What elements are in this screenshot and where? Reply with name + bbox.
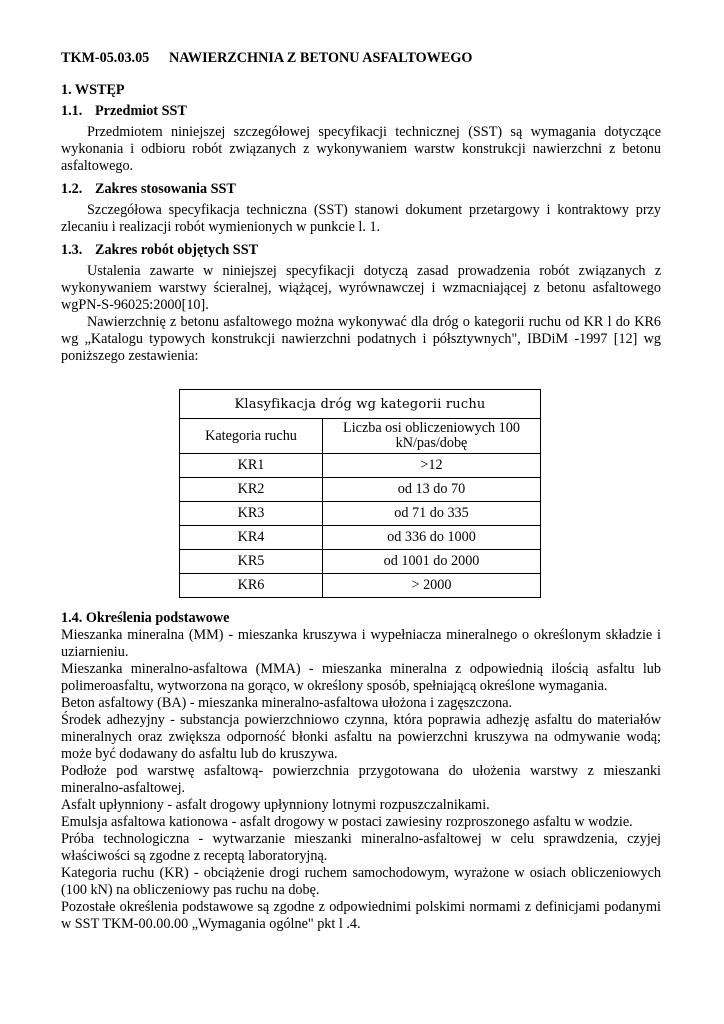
definition-item: Emulsja asfaltowa kationowa - asfalt drogowy w postaci zawiesiny rozproszonego asfaltu w wodzie. bbox=[61, 814, 633, 830]
table-cell-axles: > 2000 bbox=[323, 574, 541, 598]
document-page bbox=[61, 50, 661, 933]
heading-1-3-title: Zakres robót objętych SST bbox=[95, 242, 259, 258]
table-cell-category: KR6 bbox=[180, 574, 323, 598]
definition-item: Mieszanka mineralno-asfaltowa (MMA) - mieszanka mineralna z odpowiednią ilością asfaltu lub polimeroasfaltu, wytworzona na gorąco, w określony sposób, spełniającą określone wymagania. bbox=[61, 661, 661, 694]
definition-item: Środek adhezyjny - substancja powierzchniowo czynna, która poprawia adhezję asfaltu do materiałów mineralnych oraz zwiększa odporność błonki asfaltu na powierzchni kruszywa na odmywanie wodą; może być dodawany do asfaltu lub do kruszywa. bbox=[61, 712, 661, 762]
table-cell-axles: od 71 do 335 bbox=[323, 502, 541, 526]
paragraph-1-3-a: Ustalenia zawarte w niniejszej specyfikacji dotyczą zasad prowadzenia robót związanych z wykonywaniem warstwy ścieralnej, wiążącej, wyrównawczej i wzmacniającej z betonu asfaltowego wgPN-S-96025:2000[10]. bbox=[61, 263, 661, 313]
table-cell-axles: od 1001 do 2000 bbox=[323, 550, 541, 574]
table-cell-axles: >12 bbox=[323, 454, 541, 478]
heading-1-1 bbox=[61, 103, 661, 120]
title-code: TKM-05.03.05 bbox=[61, 50, 150, 66]
table-cell-axles: od 336 do 1000 bbox=[323, 526, 541, 550]
table-cell-category: KR3 bbox=[180, 502, 323, 526]
definition-item: Pozostałe określenia podstawowe są zgodne z odpowiednimi polskimi normami z definicjami podanymi w SST TKM-00.00.00 „Wymagania ogólne" pkt l .4. bbox=[61, 899, 661, 932]
table-header-category: Kategoria ruchu bbox=[180, 419, 323, 454]
heading-1-1-num: 1.1. bbox=[61, 103, 83, 119]
heading-1-2-title: Zakres stosowania SST bbox=[95, 181, 236, 197]
table-cell-category: KR4 bbox=[180, 526, 323, 550]
paragraph-1-1: Przedmiotem niniejszej szczegółowej specyfikacji technicznej (SST) są wymagania dotyczące wykonania i odbioru robót związanych z wykonywaniem warstw konstrukcji nawierzchni z betonu asfaltowego. bbox=[61, 124, 661, 174]
document-title bbox=[61, 50, 661, 67]
definition-item: Mieszanka mineralna (MM) - mieszanka kruszywa i wypełniacza mineralnego o określonym składzie i uziarnieniu. bbox=[61, 627, 661, 660]
heading-1-2 bbox=[61, 181, 661, 198]
table-row bbox=[180, 502, 541, 526]
table-row bbox=[180, 574, 541, 598]
traffic-category-table-wrap bbox=[179, 389, 661, 598]
heading-1-4: 1.4. Określenia podstawowe bbox=[61, 610, 230, 626]
title-text: NAWIERZCHNIA Z BETONU ASFALTOWEGO bbox=[169, 50, 473, 66]
definition-item: Beton asfaltowy (BA) - mieszanka mineralno-asfaltowa ułożona i zagęszczona. bbox=[61, 695, 513, 711]
table-row bbox=[180, 454, 541, 478]
table-cell-axles: od 13 do 70 bbox=[323, 478, 541, 502]
traffic-category-table bbox=[179, 389, 541, 598]
definition-item: Podłoże pod warstwę asfaltową- powierzchnia przygotowana do ułożenia warstwy z mieszanki mineralno-asfaltowej. bbox=[61, 763, 661, 796]
table-row bbox=[180, 550, 541, 574]
definition-item: Kategoria ruchu (KR) - obciążenie drogi ruchem samochodowym, wyrażone w osiach obliczeniowych (100 kN) na obliczeniowy pas ruchu na dobę. bbox=[61, 865, 661, 898]
table-cell-category: KR1 bbox=[180, 454, 323, 478]
heading-1-3 bbox=[61, 242, 661, 259]
paragraph-1-3-b: Nawierzchnię z betonu asfaltowego można wykonywać dla dróg o kategorii ruchu od KR l do KR6 wg „Katalogu typowych konstrukcji nawierzchni podatnych i półsztywnych", IBDiM -1997 [12] wg poniższego zestawienia: bbox=[61, 314, 661, 364]
table-row bbox=[180, 526, 541, 550]
section-heading-wstep: 1. WSTĘP bbox=[61, 82, 125, 98]
heading-1-2-num: 1.2. bbox=[61, 181, 83, 197]
heading-1-1-title: Przedmiot SST bbox=[95, 103, 187, 119]
heading-1-3-num: 1.3. bbox=[61, 242, 83, 258]
paragraph-1-2: Szczegółowa specyfikacja techniczna (SST) stanowi dokument przetargowy i kontraktowy przy zlecaniu i realizacji robót wymienionych w punkcie l. 1. bbox=[61, 202, 661, 235]
table-header-axles: Liczba osi obliczeniowych 100 kN/pas/dobę bbox=[323, 419, 541, 454]
table-row bbox=[180, 478, 541, 502]
table-cell-category: KR5 bbox=[180, 550, 323, 574]
definition-item: Asfalt upłynniony - asfalt drogowy upłynniony lotnymi rozpuszczalnikami. bbox=[61, 797, 490, 813]
table-caption: Klasyfikacja dróg wg kategorii ruchu bbox=[180, 390, 541, 419]
definition-item: Próba technologiczna - wytwarzanie mieszanki mineralno-asfaltowej w celu sprawdzenia, czyjej właściwości są zgodne z receptą laboratoryjną. bbox=[61, 831, 661, 864]
table-cell-category: KR2 bbox=[180, 478, 323, 502]
